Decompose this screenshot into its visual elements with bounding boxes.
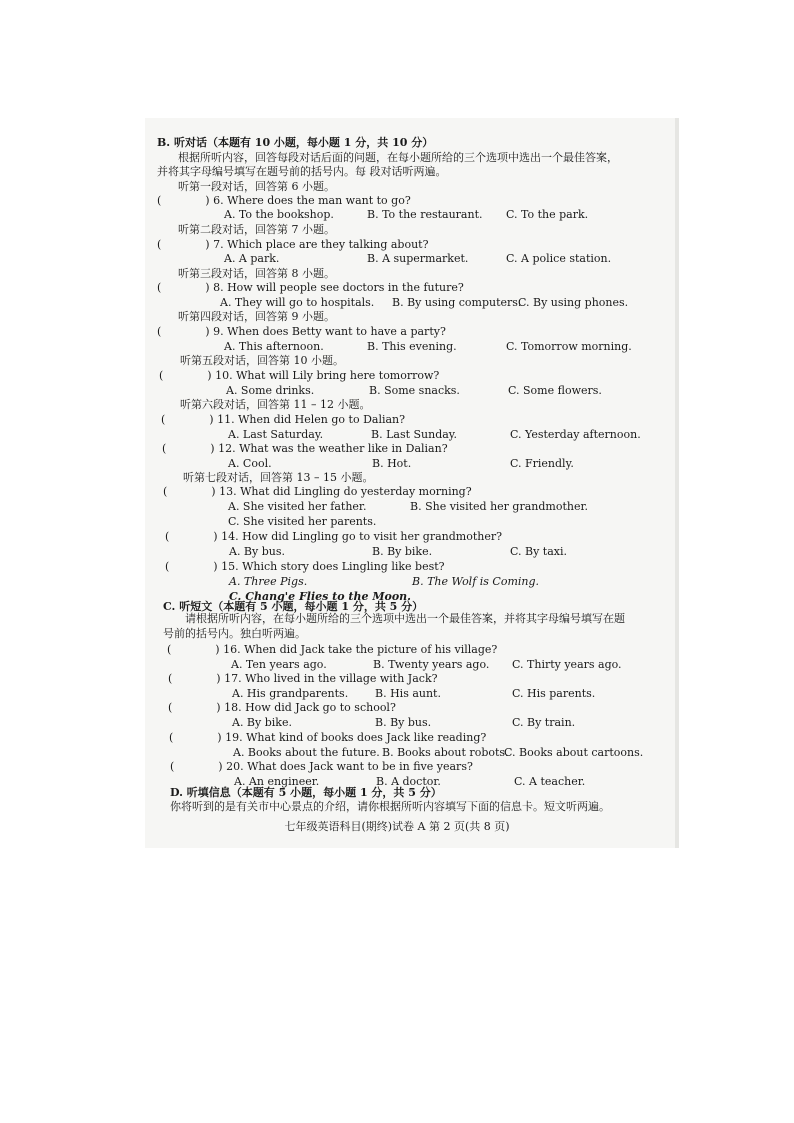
option-a: A. Ten years ago. [231,658,327,671]
question-stem: 10. What will Lily bring here tomorrow? [215,369,440,382]
section-d-heading: D. 听填信息（本题有 5 小题，每小题 1 分，共 5 分） [170,786,442,799]
dialog-label: 听第七段对话，回答第 13 – 15 小题。 [183,471,374,484]
question-stem: 12. What was the weather like in Dalian? [218,442,448,455]
section-d-instruction: 你将听到的是有关市中心景点的介绍，请你根据所听内容填写下面的信息卡。短文听两遍。 [170,800,610,813]
option-a: A. To the bookshop. [224,208,334,221]
answer-bracket-close: ) [205,325,210,338]
answer-bracket-close: ) [215,643,220,656]
answer-bracket-open: ( [157,325,162,338]
answer-bracket-close: ) [213,530,218,543]
option-c: C. A police station. [506,252,612,265]
answer-bracket-close: ) [205,238,210,251]
option-c: C. She visited her parents. [228,515,377,528]
question-row [163,485,472,499]
question-stem: 9. When does Betty want to have a party? [213,325,446,338]
option-c: C. His parents. [512,687,596,700]
option-c: C. Friendly. [510,457,574,470]
question-row [157,325,446,339]
option-a: A. An engineer. [234,775,320,788]
answer-bracket-close: ) [216,672,221,685]
option-c: C. By train. [512,716,576,729]
question-row [161,413,405,427]
option-c: C. To the park. [506,208,589,221]
answer-bracket-open: ( [161,413,166,426]
question-row [168,701,396,715]
answer-bracket-close: ) [209,413,214,426]
option-c: C. Chang'e Flies to the Moon. [229,590,412,603]
option-a: A. Books about the future. [233,746,380,759]
question-stem: 18. How did Jack go to school? [224,701,396,714]
answer-bracket-open: ( [159,369,164,382]
answer-bracket-open: ( [170,760,175,773]
option-b: B. A doctor. [376,775,441,788]
answer-bracket-open: ( [169,731,174,744]
section-b-instruction-2: 并将其字母编号填写在题号前的括号内。每 段对话听两遍。 [157,165,447,178]
section-c-instruction-2: 号前的括号内。独白听两遍。 [163,627,306,640]
answer-bracket-close: ) [205,281,210,294]
option-a: A. This afternoon. [224,340,324,353]
question-row [167,643,497,657]
option-b: B. This evening. [367,340,457,353]
option-b: B. Twenty years ago. [373,658,490,671]
answer-bracket-close: ) [213,560,218,573]
answer-bracket-open: ( [157,281,162,294]
dialog-label: 听第四段对话，回答第 9 小题。 [178,310,335,323]
option-c: C. By taxi. [510,545,568,558]
question-row [165,560,445,574]
question-stem: 8. How will people see doctors in the future? [213,281,464,294]
question-row [157,194,411,208]
option-a: A. They will go to hospitals. [220,296,375,309]
question-row [157,281,464,295]
option-c: C. By using phones. [518,296,629,309]
option-a: A. By bus. [229,545,285,558]
answer-bracket-close: ) [210,442,215,455]
answer-bracket-open: ( [168,672,173,685]
question-stem: 14. How did Lingling go to visit her grandmother? [221,530,502,543]
answer-bracket-open: ( [165,560,170,573]
section-b-instruction-1: 根据所听内容，回答每段对话后面的问题，在每小题所给的三个选项中选出一个最佳答案， [178,151,618,164]
option-c: C. A teacher. [514,775,586,788]
option-b: B. By bus. [375,716,432,729]
answer-bracket-close: ) [218,760,223,773]
option-a: A. Cool. [228,457,272,470]
option-b: B. Hot. [372,457,412,470]
question-row [159,369,439,383]
option-c: C. Tomorrow morning. [506,340,632,353]
answer-bracket-open: ( [163,485,168,498]
answer-bracket-open: ( [162,442,167,455]
option-b: B. The Wolf is Coming. [412,575,540,588]
question-stem: 19. What kind of books does Jack like reading? [225,731,487,744]
option-a: A. She visited her father. [228,500,367,513]
answer-bracket-open: ( [157,238,162,251]
question-stem: 16. When did Jack take the picture of his village? [223,643,498,656]
answer-bracket-close: ) [216,701,221,714]
question-stem: 20. What does Jack want to be in five years? [226,760,473,773]
question-stem: 17. Who lived in the village with Jack? [224,672,438,685]
option-b: B. By using computers. [392,296,522,309]
question-row [169,731,486,745]
option-a: A. Three Pigs. [229,575,308,588]
dialog-label: 听第六段对话，回答第 11 – 12 小题。 [180,398,371,411]
dialog-label: 听第二段对话，回答第 7 小题。 [178,223,335,236]
option-b: B. Books about robots. [382,746,509,759]
option-c: C. Thirty years ago. [512,658,622,671]
question-row [157,238,429,252]
dialog-label: 听第一段对话，回答第 6 小题。 [178,180,335,193]
option-b: B. A supermarket. [367,252,469,265]
section-c-instruction-1: 请根据所听内容，在每小题所给的三个选项中选出一个最佳答案，并将其字母编号填写在题 [185,612,625,625]
option-b: B. She visited her grandmother. [410,500,589,513]
answer-bracket-open: ( [165,530,170,543]
answer-bracket-close: ) [207,369,212,382]
option-c: C. Books about cartoons. [504,746,644,759]
answer-bracket-open: ( [157,194,162,207]
option-b: B. To the restaurant. [367,208,483,221]
question-stem: 15. Which story does Lingling like best? [221,560,445,573]
section-c-heading: C. 听短文（本题有 5 小题，每小题 1 分，共 5 分） [163,600,424,613]
option-c: C. Some flowers. [508,384,602,397]
question-row [168,672,438,686]
option-a: A. A park. [224,252,280,265]
answer-bracket-open: ( [168,701,173,714]
page-footer: 七年级英语科目(期终)试卷 A 第 2 页(共 8 页) [284,820,510,833]
question-stem: 11. When did Helen go to Dalian? [217,413,406,426]
section-b-heading: B. 听对话（本题有 10 小题，每小题 1 分，共 10 分） [157,136,434,149]
answer-bracket-open: ( [167,643,172,656]
dialog-label: 听第三段对话，回答第 8 小题。 [178,267,335,280]
option-b: B. His aunt. [375,687,441,700]
option-a: A. Last Saturday. [228,428,324,441]
question-stem: 6. Where does the man want to go? [213,194,411,207]
question-row [170,760,473,774]
question-stem: 13. What did Lingling do yesterday morning? [219,485,472,498]
answer-bracket-close: ) [211,485,216,498]
option-b: B. By bike. [372,545,433,558]
question-row [165,530,502,544]
question-stem: 7. Which place are they talking about? [213,238,429,251]
question-row [162,442,448,456]
option-a: A. By bike. [232,716,292,729]
option-a: A. His grandparents. [232,687,349,700]
dialog-label: 听第五段对话，回答第 10 小题。 [180,354,344,367]
answer-bracket-close: ) [217,731,222,744]
option-b: B. Last Sunday. [371,428,458,441]
option-c: C. Yesterday afternoon. [510,428,641,441]
answer-bracket-close: ) [205,194,210,207]
option-b: B. Some snacks. [369,384,460,397]
option-a: A. Some drinks. [226,384,315,397]
